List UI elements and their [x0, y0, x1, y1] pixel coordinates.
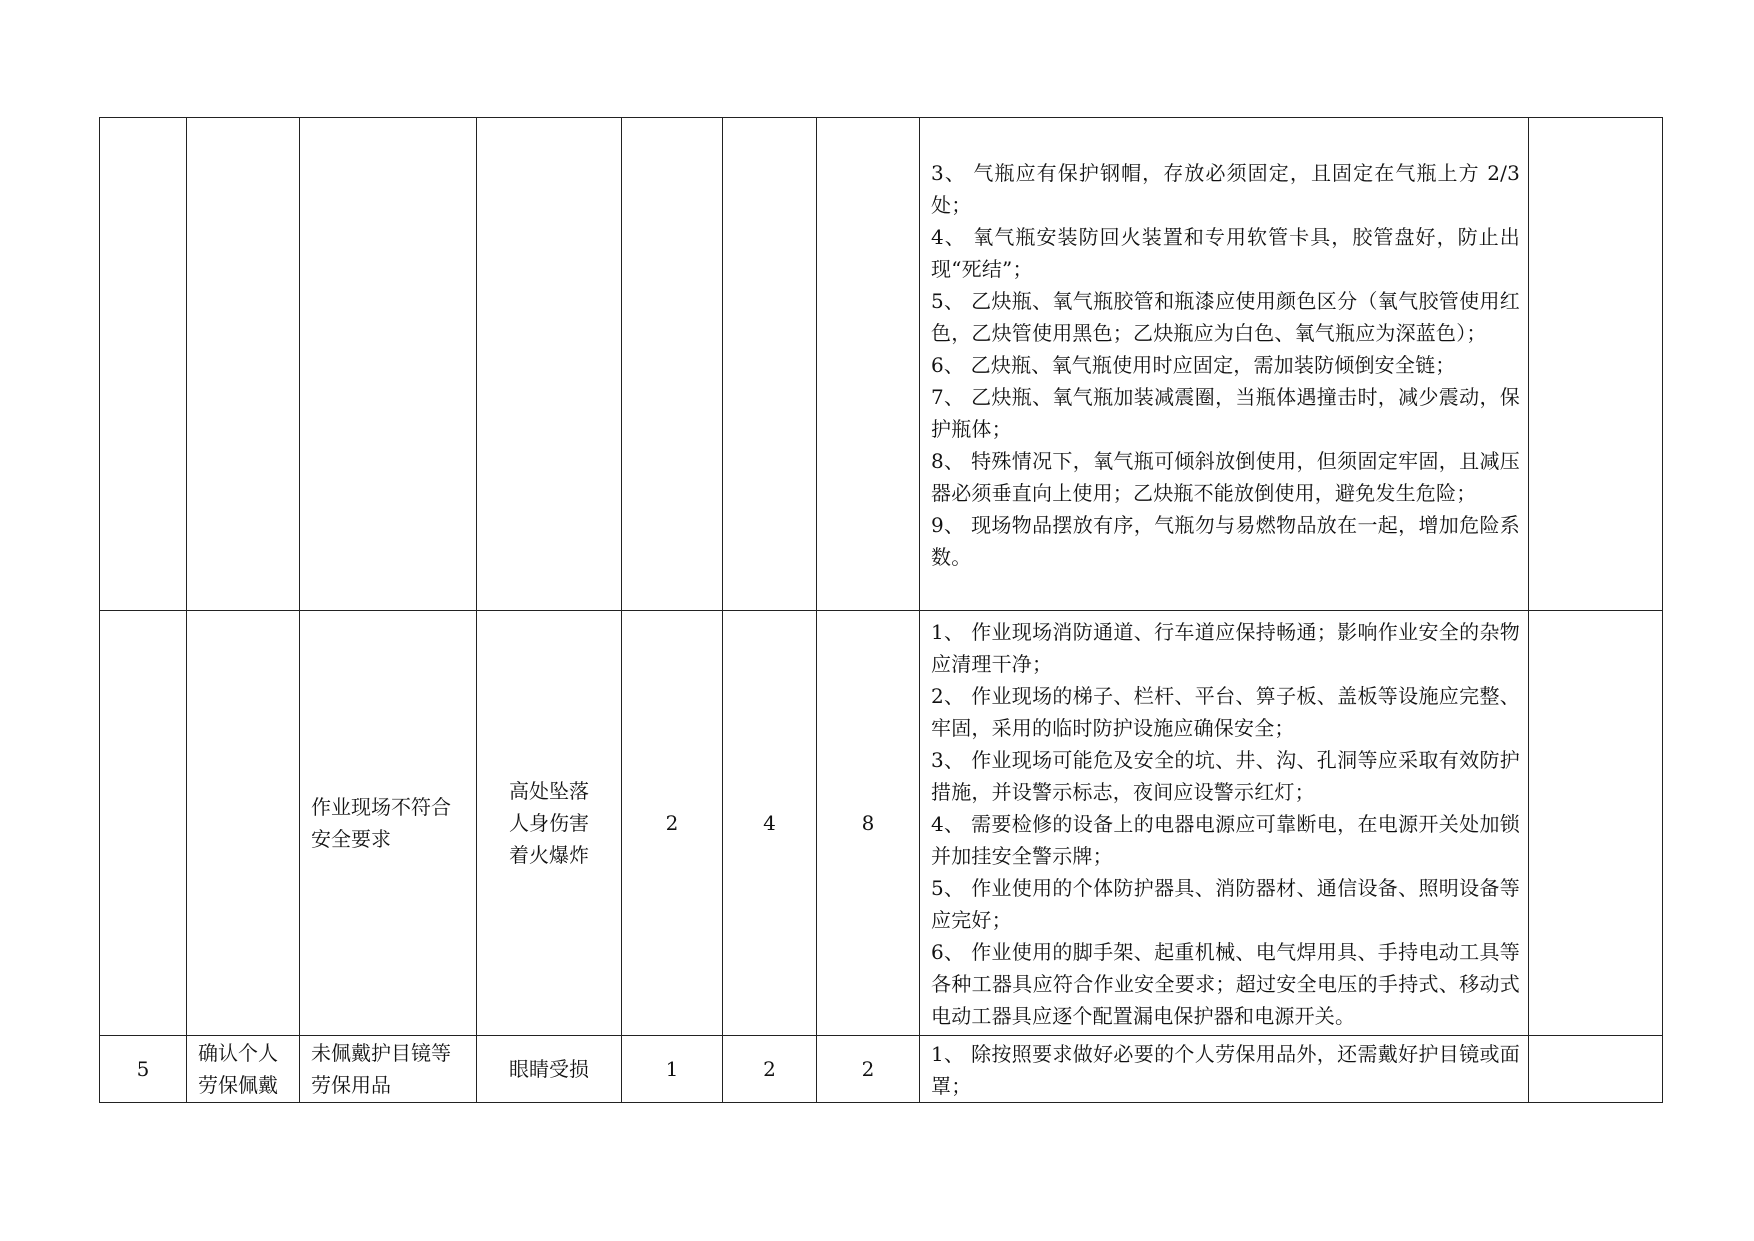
- severity-cell: 2: [723, 1036, 817, 1103]
- remark-cell: [1529, 118, 1663, 611]
- measure-item: 1、 作业现场消防通道、行车道应保持畅通；影响作业安全的杂物应清理干净；: [931, 620, 1520, 676]
- risk-level-cell: 2: [817, 1036, 920, 1103]
- hazard-cell: [300, 1036, 477, 1103]
- consequence-line: 着火爆炸: [509, 843, 589, 867]
- table-row: [100, 118, 1663, 611]
- severity-cell: [723, 118, 817, 611]
- risk-assessment-table: [99, 117, 1663, 1103]
- likelihood-cell: [622, 118, 723, 611]
- hazard-line: 安全要求: [311, 827, 391, 851]
- step-cell: [187, 118, 300, 611]
- measure-item: 5、 作业使用的个体防护器具、消防器材、通信设备、照明设备等应完好；: [931, 876, 1520, 932]
- control-measures-cell: [920, 118, 1529, 611]
- risk-level-cell: 8: [817, 611, 920, 1036]
- measure-item: 3、 气瓶应有保护钢帽，存放必须固定，且固定在气瓶上方 2/3 处；: [931, 161, 1520, 217]
- hazard-line: 未佩戴护目镜等: [311, 1041, 451, 1065]
- measure-item: 5、 乙炔瓶、氧气瓶胶管和瓶漆应使用颜色区分（氧气胶管使用红色，乙炔管使用黑色；乙炔瓶应为白色、氧气瓶应为深蓝色）；: [931, 289, 1520, 345]
- control-measures-cell: [920, 1036, 1529, 1103]
- consequence-cell: [477, 1036, 622, 1103]
- measure-item: 9、 现场物品摆放有序，气瓶勿与易燃物品放在一起，增加危险系数。: [931, 513, 1520, 569]
- remark-cell: [1529, 1036, 1663, 1103]
- table-row: [100, 611, 1663, 1036]
- measure-item: 8、 特殊情况下，氧气瓶可倾斜放倒使用，但须固定牢固，且减压器必须垂直向上使用；乙炔瓶不能放倒使用，避免发生危险；: [931, 449, 1520, 505]
- measure-item: 4、 氧气瓶安装防回火装置和专用软管卡具，胶管盘好，防止出现“死结”；: [931, 225, 1520, 281]
- control-measures-cell: [920, 611, 1529, 1036]
- severity-cell: 4: [723, 611, 817, 1036]
- table-row: [100, 1036, 1663, 1103]
- measure-item: 1、 除按照要求做好必要的个人劳保用品外，还需戴好护目镜或面罩；: [931, 1042, 1520, 1098]
- row-index-cell: [100, 118, 187, 611]
- measure-item: 6、 乙炔瓶、氧气瓶使用时应固定，需加装防倾倒安全链；: [931, 353, 1456, 377]
- consequence-line: 眼睛受损: [509, 1057, 589, 1081]
- measure-item: 2、 作业现场的梯子、栏杆、平台、箅子板、盖板等设施应完整、牢固，采用的临时防护设施应确保安全；: [931, 684, 1520, 740]
- row-index-cell: 5: [100, 1036, 187, 1103]
- measure-item: 6、 作业使用的脚手架、起重机械、电气焊用具、手持电动工具等各种工器具应符合作业安全要求；超过安全电压的手持式、移动式电动工器具应逐个配置漏电保护器和电源开关。: [931, 940, 1520, 1028]
- likelihood-cell: 2: [622, 611, 723, 1036]
- step-cell: [187, 1036, 300, 1103]
- risk-level-cell: [817, 118, 920, 611]
- step-cell: [187, 611, 300, 1036]
- consequence-cell: [477, 118, 622, 611]
- measure-item: 3、 作业现场可能危及安全的坑、井、沟、孔洞等应采取有效防护措施，并设警示标志，夜间应设警示红灯；: [931, 748, 1520, 804]
- consequence-line: 人身伤害: [509, 811, 589, 835]
- measure-item: 4、 需要检修的设备上的电器电源应可靠断电，在电源开关处加锁并加挂安全警示牌；: [931, 812, 1520, 868]
- hazard-line: 作业现场不符合: [311, 795, 451, 819]
- consequence-line: 高处坠落: [509, 779, 589, 803]
- step-line: 确认个人: [198, 1041, 278, 1065]
- remark-cell: [1529, 611, 1663, 1036]
- step-line: 劳保佩戴: [198, 1073, 278, 1097]
- hazard-line: 劳保用品: [311, 1073, 391, 1097]
- hazard-cell: [300, 611, 477, 1036]
- consequence-cell: [477, 611, 622, 1036]
- row-index-cell: [100, 611, 187, 1036]
- hazard-cell: [300, 118, 477, 611]
- likelihood-cell: 1: [622, 1036, 723, 1103]
- measure-item: 7、 乙炔瓶、氧气瓶加装减震圈，当瓶体遇撞击时，减少震动，保护瓶体；: [931, 385, 1520, 441]
